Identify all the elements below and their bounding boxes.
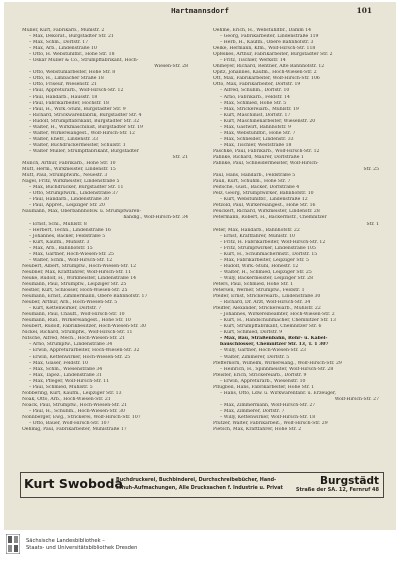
directory-entry: Peters, Paul, Schmied, Hohe Str. 1: [213, 281, 294, 287]
directory-entry: Pfefferkorn, Wilhelm, Wirkereiang., Wolf-Hirsch-Str. 29: [213, 360, 342, 366]
directory-entry: – Paul, Handarb., Hausstr. 18: [29, 94, 98, 100]
page-header: [4, 6, 396, 24]
directory-entry: – Otto, Strumpfwirk., Lindenstraße 37: [29, 191, 119, 197]
right-column: [213, 28, 381, 468]
directory-entry: – Max, Schmied, Hohe Str. 5: [220, 100, 287, 106]
directory-entry: Noack, Paul, Strumpfw., Hoch-Wiesen-Str. 21: [22, 402, 128, 408]
directory-entry: – Ernst, Schl., Mühlstr. 8: [29, 221, 87, 227]
directory-entry: Münch, Arthur, Fabrikarb., Hohe Str. 10: [22, 161, 116, 167]
directory-entry: Pflugbeil, Hans, Fabrikarbeiter, Hohe Str. 1: [213, 384, 315, 390]
page-title: Hartmannsdorf: [171, 6, 229, 15]
directory-entry: Str. 25: [363, 167, 379, 173]
directory-entry: – Walter, Wirkereiangest., Wolf-Hirsch-Str. 12: [29, 130, 135, 136]
library-footer: [0, 530, 400, 564]
directory-entry: – Rudolf, Strumpffabrikant, Burgstädter Str. 32: [29, 118, 140, 124]
directory-entry: Wiesen-Str. 28: [154, 64, 188, 70]
directory-entry: – Herbert, Techn., Lindenstraße 16: [29, 227, 111, 233]
directory-entry: – Kurt, Schmied, Dorfstr. 9: [220, 330, 283, 336]
directory-entry: Str. 1: [366, 221, 379, 227]
directory-entry: – Max, Schm., Dorfstr. 17: [29, 40, 89, 46]
directory-entry: Oehme, Erich, H., Webstuhlfbr., Damm 14: [213, 28, 312, 33]
directory-entry: Nestler, Kurt, Schlosser, Hoch-Wiesen-Str. 25: [22, 288, 128, 294]
directory-entry: Nagel, Fritz, Wirkmeister, Lindenstraße 5: [22, 179, 120, 185]
advertisement: [20, 472, 384, 498]
directory-entry: – Max, Schm., Wiesenstraße 34: [29, 366, 103, 372]
directory-entry: Petermann, Robert, H., Bäckermstr., Chemnitzer: [213, 215, 327, 221]
directory-entry: Neubner, Max, Kraftfahrer, Wolf-Hirsch-Str. 11: [22, 269, 132, 275]
directory-entry: Oelke, Hermann, Kfm., Wolf-Hirsch-Str. 118: [213, 46, 316, 52]
directory-entry: Str. 21: [172, 154, 188, 160]
directory-entry: Neubert, Rudolf, Fabrikbesitzer, Hoch-Wiesen-Str. 30: [22, 324, 146, 330]
directory-entry: – Kurt, Maschinist, Dorfstr. 17: [220, 112, 291, 118]
directory-entry: Otto, Max, Fabrikarbeiter, Dorfstr. 19: [213, 82, 301, 88]
directory-entry: bauschlosser, Chemnitzer Str. 13, T. 1 307: [220, 342, 329, 348]
ad-company-name: Kurt Swoboda: [24, 476, 123, 491]
directory-entry: Mutt, Herm., Wirkmeister, Lindenstr. 15: [22, 167, 116, 173]
directory-entry: – Max, Webstuhlfbr., Hohe Str. 7: [220, 130, 296, 136]
directory-entry: – Max, Gärtner, Hoch-Wiesen-Str. 25: [29, 251, 114, 257]
directory-entry: – Otto, Webstuhlarbeiter, Hohe Str. 8: [29, 70, 116, 76]
directory-entry: – Kurt, H., Handschuhmacher, Chemnitzer Str. 13: [220, 318, 336, 324]
directory-entry: – Fritz, Strumpfwirker, Lindenstraße 105: [220, 245, 316, 251]
directory-entry: – Walter, Buchdruckermeister, Schulstr. 1: [29, 142, 126, 148]
directory-entry: Neumann, Ernst, Zimmermann, Obere Bahnhofstr. 17: [22, 294, 148, 300]
library-logo-icon: [6, 534, 20, 554]
directory-entry: – Max, Buchdrucker, Burgstädter Str. 11: [29, 185, 124, 191]
directory-entry: – Richard, Dr. Arzt, Wolf-Hirsch-Str. 34: [220, 300, 311, 306]
directory-entry: – Max, Zimmermann, Wolf-Hirsch-Str. 27: [220, 402, 316, 408]
directory-entry: Wolf-Hirsch-Str. 27: [334, 396, 379, 402]
directory-entry: – Erwin, Appreturarbeiter, Hoch-Wiesen-Str. 32: [29, 348, 140, 354]
directory-entry: – Erwin, Kettenwirker, Hoch-Wiesen-Str. 25: [29, 354, 131, 360]
directory-entry: – Max, Arb., Bahnhofstr. 15: [29, 245, 93, 251]
directory-entry: – Walter, Ehefr., Lindenstr. 33: [29, 136, 99, 142]
directory-entry: Pauli, Kurt, Schuhm., Hohe Str. 7: [213, 179, 291, 185]
directory-entry: Nönnberger, Ewg., Strickerei, Wolf-Hirsch-Str. 107: [22, 415, 141, 420]
directory-entry: Petzold, Paul, Wirkereiangest., Hohe Str. 16: [213, 203, 316, 209]
library-name-line-2: Staats- und Universitätsbibliothek Dresden: [26, 545, 138, 551]
directory-entry: – Paul, Appret., Leipziger Str. 20: [29, 203, 105, 209]
directory-entry: – Max, Dekorat., Burgstädter Str. 21: [29, 34, 114, 40]
directory-entry: – Kurt, Webstuhlfbr., Lindenstraße 12: [220, 197, 308, 203]
directory-entry: – Walter, Schm., Wolf-Hirsch-Str. 12: [29, 257, 113, 263]
directory-entry: Opfelkes, Arthur, Fabrikarbeiter, Burgstädter Str. 2: [213, 52, 333, 58]
directory-entry: – Hans, Otto, Ldw. u. Wirkwarenfabr. u. Erzeuger,: [220, 390, 337, 396]
directory-entry: – Paul, Schmied, Mühlstr. 5: [29, 384, 93, 390]
directory-entry: Noak, Otto, Arb., Hoch-Wiesen-Str. 21: [22, 396, 111, 402]
directory-entry: Pfeiffer, Alexander, Strickereiarb., Mühlstr. 22: [213, 306, 321, 312]
directory-entry: – Alfred, Schuhm., Dorfstr. 10: [220, 88, 290, 94]
ad-address-phone: Straße der SA. 12, Fernruf 48: [295, 487, 379, 493]
directory-entry: Paul, Hans, Handarb., Feldstraße 5: [213, 173, 296, 179]
directory-entry: Petersen, Werner, Strumpfw., Feldstr. 1: [213, 288, 305, 294]
directory-entry: – Herb, H., Kaufm., Obere Bahnhofstr. 3: [220, 40, 314, 46]
directory-entry: – Walter Müller, Strumpffabrikant, Burgstädter: [29, 148, 139, 154]
directory-entry: – Walter, Zimmerer, Dorfstr. 5: [220, 354, 290, 360]
directory-entry: – Max, Gastwirt, Bahnhofstr. 9: [220, 124, 291, 130]
directory-entry: Neubert, Albert, Strumpfw., Hoch-Wiesen-Str. 12: [22, 263, 137, 269]
directory-entry: Neumann, Paul, Strumpfw., Leipziger Str. 25: [22, 281, 127, 287]
directory-entry: Pahnke, Paul, Schneidermeister, Wolf-Hirsch-: [213, 161, 319, 167]
library-name-line-1: Sächsische Landesbibliothek –: [26, 538, 105, 544]
directory-entry: – Otto, Friseur, Wiesenstr. 21: [29, 82, 97, 88]
directory-entry: – Georg, Fabrikarbeiter, Lindenstraße 119: [220, 34, 319, 40]
directory-entry: – Max, Strickereiarb., Mühlstr. 19: [220, 106, 299, 112]
directory-entry: – Paul, H., Wirk.-Stuhl, Burgstädter Str. 9: [29, 106, 126, 112]
directory-entry: Neumann, Rud., Wirkereiangest., Hohe Str. 10: [22, 318, 131, 324]
directory-entry: – Arno, Strumpfw., Lindenstraße 34: [29, 342, 113, 348]
directory-entry: – Otto, Bauer, Wolf-Hirsch-Str. 107: [29, 421, 110, 427]
directory-entry: – Max, Arb., Lindenstraße 10: [29, 46, 97, 52]
directory-entry: Peter, Max, Handarb., Bahnhofstr. 22: [213, 227, 300, 233]
directory-entry: – Paul, Appreturarb., Wolf-Hirsch-Str. 12: [29, 88, 124, 94]
directory-entry: Neumann, Paul, Chauff., Wolf-Hirsch-Str. 10: [22, 312, 125, 318]
directory-entry: – Max, Fabrikarbeiter, Leipziger Str. 5: [220, 257, 309, 263]
directory-entry: Peitsche, Gust., Bäcker, Dorfstraße 4: [213, 185, 300, 191]
directory-entry: – Walter, H., Schmied, Leipziger Str. 25: [220, 269, 312, 275]
directory-entry: – Johannes, Bäcker, Feldstraße 5: [29, 233, 106, 239]
directory-entry: – Paul, Handarb., Lindenstraße 30: [29, 197, 109, 203]
directory-entry: – Ernst, Kraftfahrer, Mühlstr. 10: [220, 233, 295, 239]
directory-entry: Pfeifer, Ernst, Strickereiarb., Lindenstraße 30: [213, 294, 321, 300]
directory-entry: Pelz, Georg, Strumpfwirker, Bahnhofstr. 10: [213, 191, 314, 197]
directory-entry: Neuber, Arthur, Arb., Hoch-Wiesen-Str. 5: [22, 300, 118, 306]
directory-entry: Oehmig, Paul, Fabrikarbeiter, Mühlstraße 17: [22, 427, 127, 433]
directory-entry: – Kurt, H., Schuhmachermstr., Dorfstr. 15: [220, 251, 318, 257]
directory-entry: Pietsch, Max, Kraftfahrer, Hohe Str. 2: [213, 427, 302, 433]
directory-entry: Peuckert, Richard, Wirkmeister, Lindenstr. 28: [213, 209, 320, 215]
directory-entry: – Kurt, Strumpffabrikant, Chemnitzer Str. 6: [220, 324, 322, 330]
directory-entry: Opitz, Johannes, Kaufm., Hoch-Wiesen-Str. 2: [213, 70, 317, 76]
directory-entry: Ohmeyer, Richard, Rentner, Alte Bahnhofstr. 12: [213, 64, 325, 70]
directory-entry: – Richard, Strickwarenfabrik, Burgstädter Str. 4: [29, 112, 142, 118]
directory-entry: Pahnke, Richard, Maurer, Dorfstraße 1: [213, 154, 304, 160]
directory-entry: – Walter, H., Wirkmaschinist, Burgstädter Str. 19: [29, 124, 143, 130]
directory-entry: – Willy, Kettenwirker, Wolf-Hirsch-Str. 18: [220, 415, 316, 420]
directory-entry: – Otto, H. Webstuhlfbr., Hohe Str. 18: [29, 52, 115, 58]
directory-entry: Neuke, Rudolf, H., Wirkmeister, Lindenstraße 14: [22, 275, 137, 281]
directory-entry: – Max, Zimmerer, Dorfstr. 7: [220, 408, 285, 414]
directory-entry: Nöbbering, Kurt, Kaufm., Leipziger Str. 13: [22, 390, 122, 396]
directory-entry: – Paul, Fabrikarbeiter, Hochstr. 18: [29, 100, 109, 106]
directory-entry: – Max, Pfleger, Wolf-Hirsch-Str. 11: [29, 378, 110, 384]
directory-entry: – Kurt, Maschinenarbeiter, Wiesenstr. 20: [220, 118, 316, 124]
directory-entry: Müller, Kurt, Fabrikarb., Mühlstr. 2: [22, 28, 105, 33]
directory-entry: – Willy, Gärtner, Hoch-Wiesen-Str. 23: [220, 348, 306, 354]
directory-entry: – Heinrich, H., Spinnmeister, Wolf-Hirsch-Str. 28: [220, 366, 334, 372]
directory-entry: – Fritz, H. Fabrikarbeiter, Wolf-Hirsch-Str. 12: [220, 239, 326, 245]
directory-entry: – Paul, H., Schuhm., Hoch-Wiesen-Str. 30: [29, 408, 125, 414]
directory-entry: – Fritz, Tischler, Werkstr. 14: [220, 58, 286, 64]
directory-entry: Naumann, Max, Oberbahnhofsw. u. Strumpfwaren-: [22, 209, 142, 215]
directory-entry: Nickel, Richard, Strumpfw., Wolf-Hirsch-Str. 11: [22, 330, 133, 336]
left-column: [22, 28, 190, 468]
directory-entry: – Max, Bau, Straßenbahn, Rohr- u. Kabel-: [220, 336, 328, 342]
directory-entry: – Max, Schneider, Lindenstr. 33: [220, 136, 294, 142]
directory-entry: Pfeister, Erich, Strickereiarb., Dorfstr. 9: [213, 372, 307, 378]
directory-entry: – Kurt, Kaufm., Mühlstr. 3: [29, 239, 90, 245]
directory-entry: – Max, Tapez., Lindenstraße 31: [29, 372, 102, 378]
directory-entry: – Otto, H., Limbacher Straße 18: [29, 76, 104, 82]
directory-entry: Pfützer, Walter, Fabrikarbeit., Wolf-Hirsch-Str. 29: [213, 421, 328, 427]
directory-entry: Mutt, Paul, Strumpfwirk., Neuestr. 3: [22, 173, 108, 179]
ad-city: Burgstädt: [319, 475, 379, 487]
directory-entry: – Arno, Fabrikarb., Feldstr. 14: [220, 94, 290, 100]
page-number: 101: [356, 6, 372, 15]
directory-entry: – Oskar Müller & Co., Strumpffabrikant, Hoch-: [29, 58, 139, 64]
directory-entry: – Max, Glaser, Feldstr. 10: [29, 360, 88, 366]
directory-page: [4, 2, 396, 530]
directory-entry: Päschke, Paul, Fabrikarb., Wolf-Hirsch-Str. 12: [213, 148, 320, 154]
directory-entry: – Kurt, Kettenwirker, Dorfstr. 7: [29, 306, 102, 312]
directory-entry: – Erwin, Appreturarb., Wiesenstr. 10: [220, 378, 306, 384]
directory-entry: – Willy, Bäckermeister, Leipziger Str. 28: [220, 275, 314, 281]
directory-entry: Nitsche, Alfred, Mech., Hoch-Wiesen-Str. 21: [22, 336, 125, 342]
directory-entry: – Johannes, Wirkereibeamter, Hoch-Wiesen-Str. 2: [220, 312, 335, 318]
ad-services-line-2: schuh-Aufmachungen, Alle Drucksachen f. Industrie u. Privat: [116, 485, 283, 491]
directory-entry: – Max, Tischler, Weststraße 18: [220, 142, 292, 148]
directory-entry: – Rudolf, Wirk.-Stuhl, Hohestr. 12: [220, 263, 299, 269]
ad-services-line-1: Buchdruckerei, Buchbinderei, Durchschreibebücher, Hand-: [116, 477, 277, 483]
directory-entry: Ott, Max, Fabrikarbeiter, Wolf-Hirsch-Str. 106: [213, 76, 320, 82]
directory-entry: handlg., Wolf-Hirsch-Str. 34: [123, 215, 188, 221]
